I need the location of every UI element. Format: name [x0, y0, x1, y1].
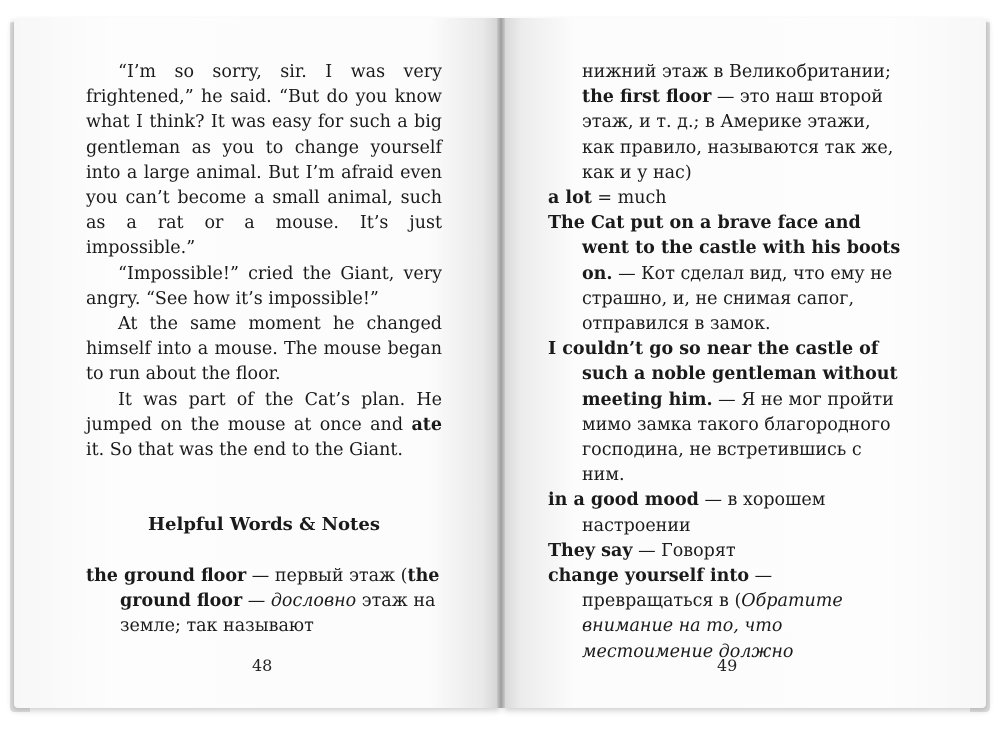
page-number-right: 49: [717, 656, 738, 675]
note-term: a lot: [548, 188, 592, 209]
bold-word: ate: [411, 414, 442, 435]
note-entry-good-mood: [548, 488, 908, 538]
story-paragraph: “Impossible!” cried the Giant, very angry. “See how it’s impossible!”: [86, 263, 442, 309]
note-term: They say: [548, 540, 633, 561]
page-number-left: 48: [252, 656, 273, 675]
note-term: the ground floor: [86, 566, 247, 586]
note-entry-brave-face: [548, 211, 908, 337]
note-def: — превращаться в (: [582, 566, 773, 612]
note-entry-first-floor: [548, 85, 908, 186]
note-term: the first floor: [582, 87, 712, 108]
note-def: —: [242, 591, 271, 612]
text-run: It was part of the Cat’s plan. He jumped on the mouse at once and: [86, 389, 442, 435]
note-italic: дословно: [270, 591, 357, 612]
note-def: — Я не мог пройти мимо замка такого благородного господина, не встретившись с ним.: [582, 389, 894, 486]
note-def: — Говорят: [632, 540, 736, 561]
note-def: — Кот сделал вид, что ему не страшно, и, не снимая сапог, отправился в замок.: [582, 263, 893, 335]
note-def: — первый этаж (: [246, 566, 408, 586]
note-continuation: нижний этаж в Великобритании;: [582, 62, 891, 82]
text-run: it. So that was the end to the Giant.: [86, 440, 403, 461]
story-paragraph-last: [86, 388, 442, 464]
note-entry-they-say: [548, 539, 908, 564]
note-entry-change-into: [548, 564, 908, 665]
note-entry-ground-floor: [86, 564, 442, 640]
left-page-body: [86, 60, 442, 463]
story-paragraph: At the same moment he changed himself into a mouse. The mouse began to run about the floor.: [86, 314, 442, 385]
story-paragraph: “I’m so sorry, sir. I was very frightened,” he said. “But do you know what I think? It was easy for such a big gentleman as you to change yourself into a large animal. But I’m afraid even you can’t become a small animal, such as a rat or a mouse. It’s just impossible.”: [86, 62, 442, 259]
book-spine: [497, 18, 505, 708]
note-def: — это наш второй этаж, и т. д.; в Америке этажи, как правило, называются так же, как и у нас): [582, 87, 894, 183]
note-def: = much: [591, 188, 667, 209]
note-entry-noble-gentleman: [548, 337, 908, 488]
note-italic: Обратите внимание на то, что местоимение должно: [582, 591, 843, 662]
note-term: I couldn’t go so near the castle of such a noble gentleman without meeting him.: [548, 339, 898, 410]
note-def: этаж на земле; так называют: [120, 591, 436, 637]
note-term: the ground floor: [120, 566, 440, 612]
right-page-body: [548, 60, 908, 665]
note-entry-a-lot: [548, 186, 908, 211]
left-notes: [86, 564, 442, 640]
notes-heading: Helpful Words & Notes: [148, 514, 380, 535]
note-term: change yourself into: [548, 566, 750, 587]
note-term: The Cat put on a brave face and went to the castle with his boots on.: [548, 213, 901, 284]
note-def: — в хорошем настроении: [582, 490, 826, 536]
note-term: in a good mood: [548, 490, 699, 511]
